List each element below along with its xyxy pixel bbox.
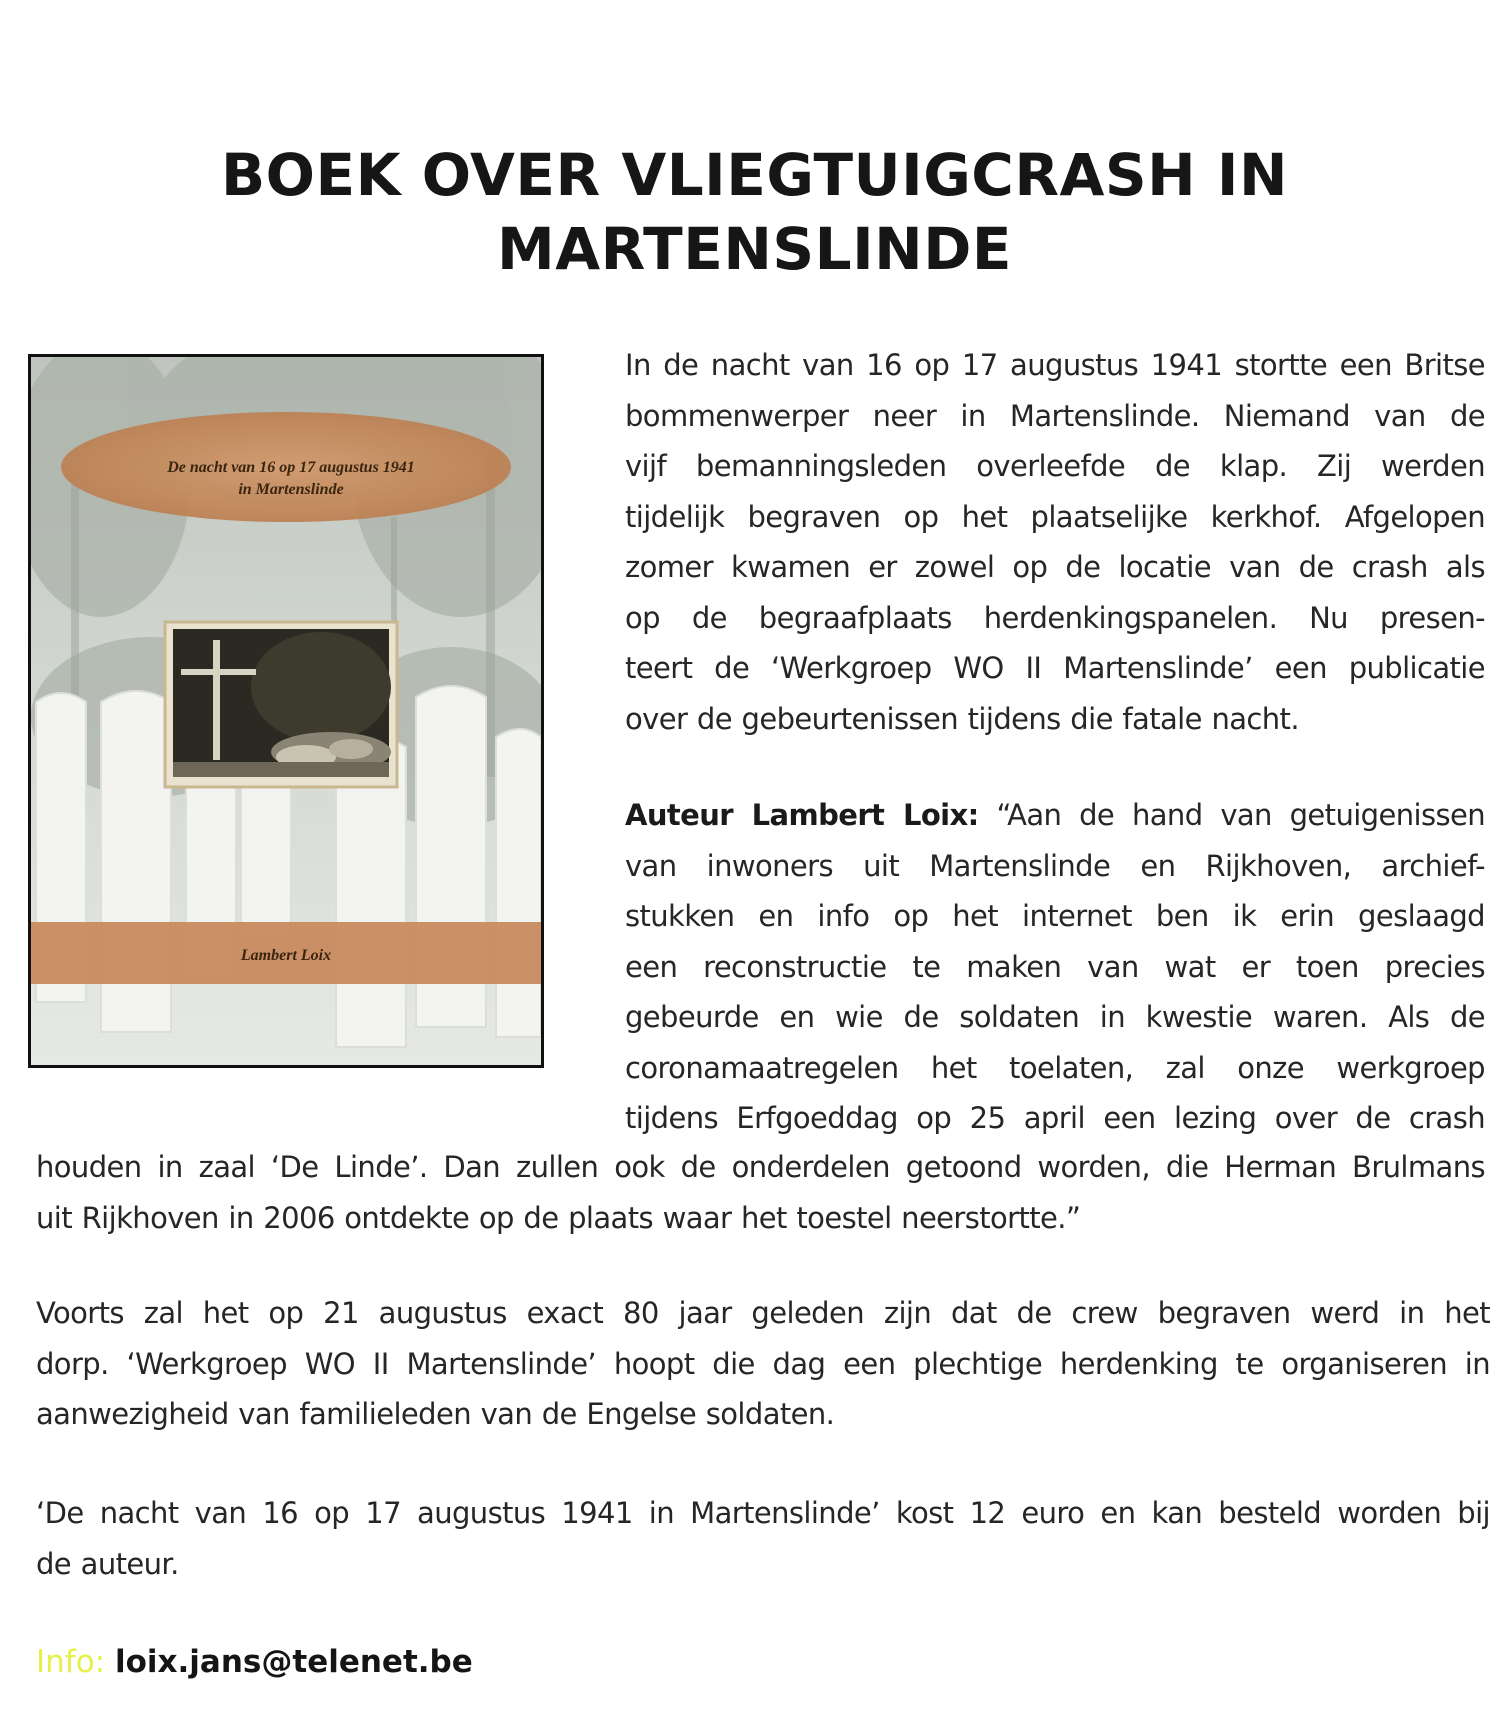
intro-line: zomer kwamen er zowel op de locatie van de crash als: [625, 550, 1485, 584]
article-title: [0, 138, 1509, 286]
author-quote-paragraph: [625, 790, 1485, 1144]
author-quote-first-line: [625, 790, 1485, 841]
author-label: Auteur Lambert Loix:: [625, 798, 979, 832]
intro-line: tijdelijk begraven op het plaatselijke kerkhof. Afgelopen: [625, 499, 1485, 534]
author-quote-wide-line: houden in zaal ‘De Linde’. Dan zullen ook de onderdelen getoond worden, die Herman Brulmans: [36, 1150, 1485, 1184]
intro-line: teert de ‘Werkgroep WO II Martenslinde’ een publicatie: [625, 651, 1485, 685]
info-line: [36, 1640, 473, 1684]
order-line: de auteur.: [36, 1546, 179, 1581]
commemoration-line: aanwezigheid van familieleden van de Engelse soldaten.: [36, 1397, 835, 1431]
info-label: Info:: [36, 1644, 106, 1680]
commemoration-line: Voorts zal het op 21 augustus exact 80 jaar geleden zijn dat de crew begraven werd in het: [36, 1296, 1490, 1330]
commemoration-line: dorp. ‘Werkgroep WO II Martenslinde’ hoopt die dag een plechtige herdenking te organiseren in: [36, 1346, 1490, 1381]
order-line: ‘De nacht van 16 op 17 augustus 1941 in Martenslinde’ kost 12 euro en kan besteld worden bij: [36, 1496, 1490, 1530]
info-email-link[interactable]: loix.jans@telenet.be: [114, 1644, 473, 1680]
author-quote-line: van inwoners uit Martenslinde en Rijkhoven, archief-: [625, 848, 1485, 883]
book-cover-image: [28, 354, 544, 1068]
author-quote-wide-line: uit Rijkhoven in 2006 ontdekte op de plaats waar het toestel neerstortte.”: [36, 1200, 1081, 1235]
article-title-line-2: MARTENSLINDE: [496, 215, 1012, 283]
commemoration-paragraph: [36, 1288, 1490, 1440]
intro-line: vijf bemanningsleden overleefde de klap. Zij werden: [625, 449, 1485, 483]
intro-line: bommenwerper neer in Martenslinde. Niemand van de: [625, 398, 1485, 433]
article-title-line-1: BOEK OVER VLIEGTUIGCRASH IN: [220, 141, 1289, 209]
author-quote-line: een reconstructie te maken van wat er toen precies: [625, 949, 1485, 984]
author-quote-line: coronamaatregelen het toelaten, zal onze werkgroep: [625, 1050, 1485, 1085]
intro-line: In de nacht van 16 op 17 augustus 1941 stortte een Britse: [625, 348, 1485, 382]
book-cover-title-line-2: in Martenslinde: [238, 481, 344, 498]
author-quote-line: stukken en info op het internet ben ik erin geslaagd: [625, 899, 1485, 933]
author-quote-line: tijdens Erfgoeddag op 25 april een lezing over de crash: [625, 1101, 1485, 1135]
intro-line: op de begraafplaats herdenkingspanelen. Nu presen-: [625, 600, 1485, 635]
author-quote-start: “Aan de hand van getuigenissen: [996, 798, 1486, 832]
intro-line: over de gebeurtenissen tijdens die fatale nacht.: [625, 701, 1299, 736]
author-quote-line: gebeurde en wie de soldaten in kwestie waren. Als de: [625, 1000, 1485, 1034]
book-cover-author: Lambert Loix: [240, 947, 332, 964]
book-cover-title: [91, 457, 491, 501]
order-paragraph: [36, 1488, 1490, 1589]
author-quote-continuation: [36, 1142, 1485, 1243]
book-cover-title-line-1: De nacht van 16 op 17 augustus 1941: [167, 459, 415, 476]
intro-paragraph: [625, 340, 1485, 744]
